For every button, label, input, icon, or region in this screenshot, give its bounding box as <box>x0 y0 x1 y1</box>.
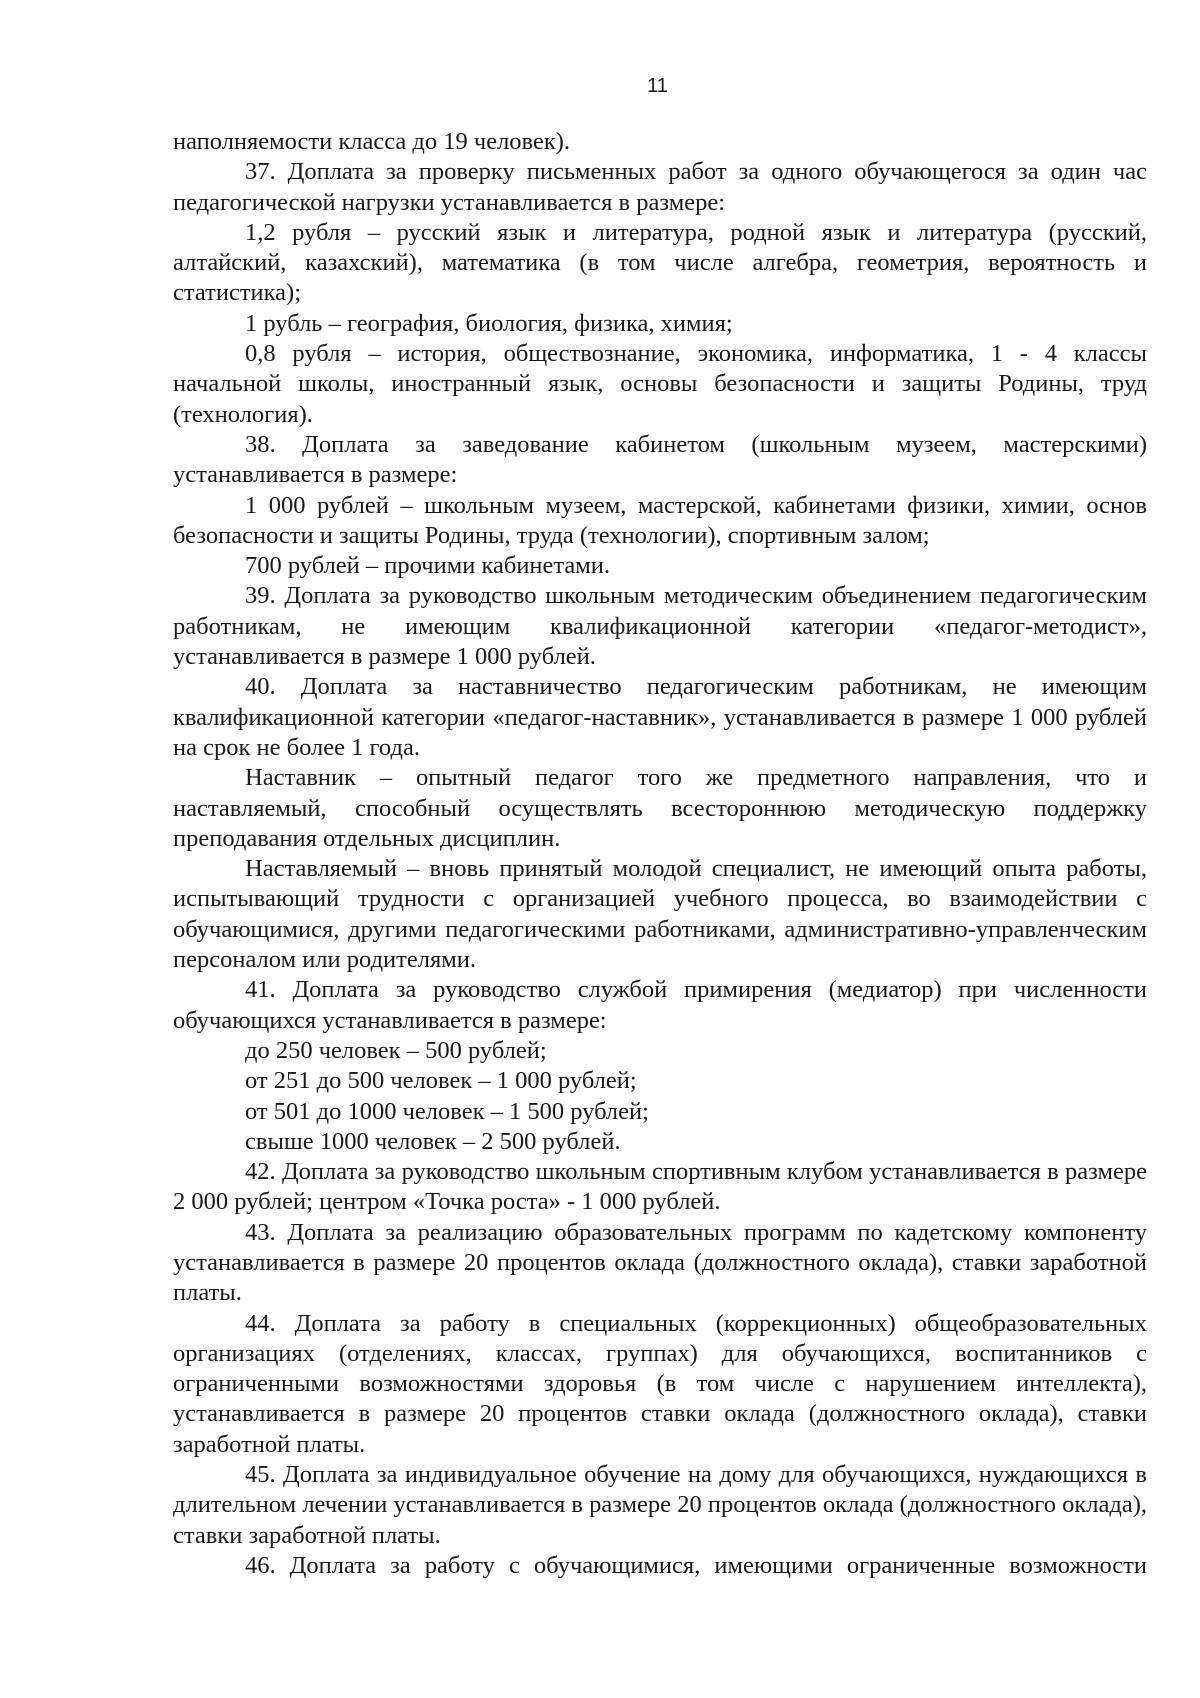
paragraph: 1 рубль – география, биология, физика, химия; <box>245 309 733 337</box>
paragraph: 43. Доплата за реализацию образовательных программ по кадетскому компоненту устанавливается в размере 20 процентов оклада (должностного оклада), ставки заработной платы. <box>173 1218 1147 1307</box>
document-body <box>173 127 1147 1581</box>
paragraph: от 501 до 1000 человек – 1 500 рублей; <box>245 1097 649 1125</box>
paragraph: 700 рублей – прочими кабинетами. <box>245 552 611 580</box>
paragraph: Наставляемый – вновь принятый молодой специалист, не имеющий опыта работы, испытывающий трудности с организацией учебного процесса, во взаимодействии с обучающимися, другими педагогическими работниками, административно-управленческим персоналом или родителями. <box>173 855 1147 974</box>
paragraph: 37. Доплата за проверку письменных работ за одного обучающегося за один час педагогической нагрузки устанавливается в размере: <box>173 158 1147 216</box>
paragraph: 44. Доплата за работу в специальных (коррекционных) общеобразовательных организациях (отделениях, классах, группах) для обучающихся, воспитанников с ограниченными возможностями здоровья (в том числе с нарушением интеллекта), устанавливается в размере 20 процентов ставки оклада (должностного оклада), ставки заработной платы. <box>173 1309 1147 1458</box>
paragraph: 39. Доплата за руководство школьным методическим объединением педагогическим работникам, не имеющим квалификационной категории «педагог-методист», устанавливается в размере 1 000 рублей. <box>173 582 1147 671</box>
paragraph: 45. Доплата за индивидуальное обучение на дому для обучающихся, нуждающихся в длительном лечении устанавливается в размере 20 процентов оклада (должностного оклада), ставки заработной платы. <box>173 1461 1147 1549</box>
paragraph: 1 000 рублей – школьным музеем, мастерской, кабинетами физики, химии, основ безопасности и защиты Родины, труда (технологии), спортивным залом; <box>173 491 1147 549</box>
paragraph: наполняемости класса до 19 человек). <box>173 128 571 155</box>
paragraph: Наставник – опытный педагог того же предметного направления, что и наставляемый, способный осуществлять всестороннюю методическую поддержку преподавания отдельных дисциплин. <box>173 764 1147 852</box>
page-number: 11 <box>647 75 668 97</box>
paragraph: 40. Доплата за наставничество педагогическим работникам, не имеющим квалификационной категории «педагог-наставник», устанавливается в размере 1 000 рублей на срок не более 1 года. <box>173 673 1147 761</box>
paragraph: от 251 до 500 человек – 1 000 рублей; <box>245 1067 637 1095</box>
paragraph: 38. Доплата за заведование кабинетом (школьным музеем, мастерскими) устанавливается в размере: <box>173 430 1147 489</box>
paragraph: 42. Доплата за руководство школьным спортивным клубом устанавливается в размере 2 000 рублей; центром «Точка роста» - 1 000 рублей. <box>173 1158 1147 1216</box>
paragraph: 46. Доплата за работу с обучающимися, имеющими ограниченные возможности <box>245 1551 1147 1579</box>
paragraph: 41. Доплата за руководство службой примирения (медиатор) при численности обучающихся устанавливается в размере: <box>173 976 1147 1034</box>
paragraph: 0,8 рубля – история, обществознание, экономика, информатика, 1 - 4 классы начальной школы, иностранный язык, основы безопасности и защиты Родины, труд (технология). <box>173 340 1147 428</box>
paragraph: 1,2 рубля – русский язык и литература, родной язык и литература (русский, алтайский, казахский), математика (в том числе алгебра, геометрия, вероятность и статистика); <box>173 218 1147 307</box>
paragraph: до 250 человек – 500 рублей; <box>245 1036 547 1064</box>
paragraph: свыше 1000 человек – 2 500 рублей. <box>245 1127 621 1155</box>
